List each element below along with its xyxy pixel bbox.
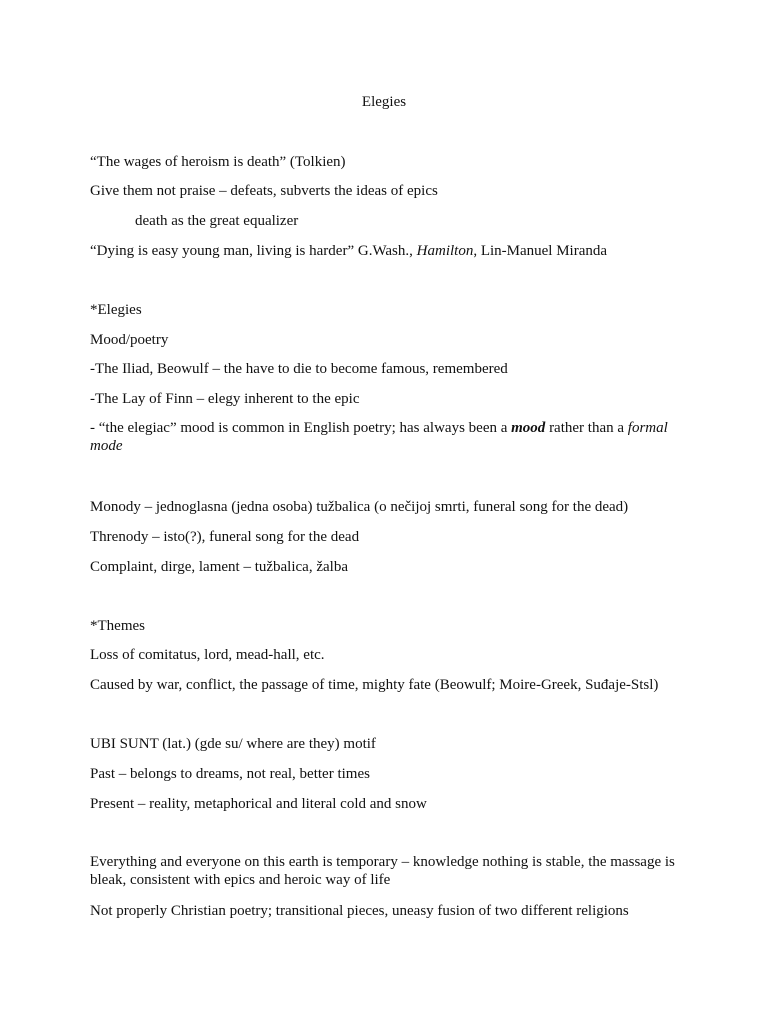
text-line: Caused by war, conflict, the passage of time, mighty fate (Beowulf; Moire-Greek, Suđaje-Stsl) xyxy=(90,677,659,693)
text-segment: - “the elegiac” mood is common in English poetry; has always been a xyxy=(90,420,512,436)
text-line: Everything and everyone on this earth is temporary – knowledge nothing is stable, the massage is bleak, consistent with epics and heroic way of life xyxy=(90,854,675,888)
text-line: UBI SUNT (lat.) (gde su/ where are they) motif xyxy=(90,736,376,752)
text-line: Not properly Christian poetry; transitional pieces, uneasy fusion of two different religions xyxy=(90,903,629,919)
bold-italic-segment: mood xyxy=(511,420,546,436)
text-line: Present – reality, metaphorical and literal cold and snow xyxy=(90,796,427,812)
text-line: Loss of comitatus, lord, mead-hall, etc. xyxy=(90,647,325,663)
page-title: Elegies xyxy=(361,94,407,110)
section-heading: *Elegies xyxy=(90,302,142,318)
text-line xyxy=(90,419,686,455)
text-line: -The Iliad, Beowulf – the have to die to become famous, remembered xyxy=(90,361,508,377)
text-segment: “Dying is easy young man, living is harder” G.Wash., xyxy=(90,243,417,259)
italic-segment: Hamilton xyxy=(416,243,474,259)
text-line xyxy=(90,242,690,260)
text-line: Mood/poetry xyxy=(90,332,169,348)
text-line: Threnody – isto(?), funeral song for the dead xyxy=(90,529,360,545)
text-line: Past – belongs to dreams, not real, better times xyxy=(90,766,370,782)
text-line: death as the great equalizer xyxy=(135,213,299,229)
text-line: Complaint, dirge, lament – tužbalica, žalba xyxy=(90,559,348,575)
text-line: Monody – jednoglasna (jedna osoba) tužbalica (o nečijoj smrti, funeral song for the dead) xyxy=(90,499,629,515)
text-line: Give them not praise – defeats, subverts the ideas of epics xyxy=(90,183,438,199)
text-segment: rather than a xyxy=(545,420,628,436)
text-segment: , Lin-Manuel Miranda xyxy=(473,243,608,259)
section-heading: *Themes xyxy=(90,618,145,634)
text-line: -The Lay of Finn – elegy inherent to the epic xyxy=(90,391,360,407)
text-line: “The wages of heroism is death” (Tolkien) xyxy=(90,154,346,170)
italic-segment: formal mode xyxy=(90,420,668,454)
